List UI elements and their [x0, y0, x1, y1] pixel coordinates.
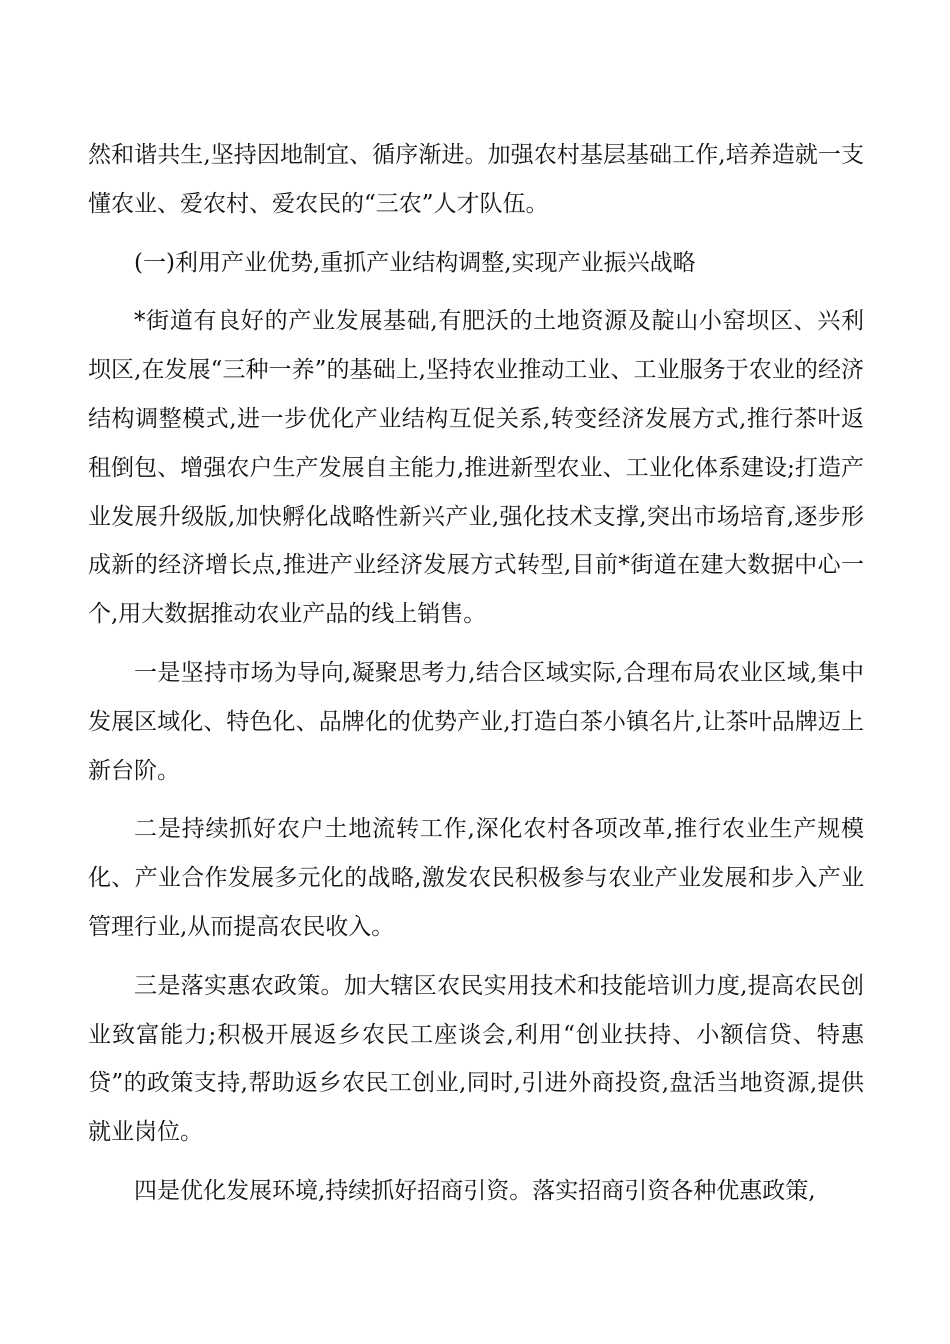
document-body	[88, 131, 864, 1226]
paragraph-point-four: 四是优化发展环境,持续抓好招商引资。落实招商引资各种优惠政策,	[134, 1177, 816, 1204]
paragraph-point-one: 一是坚持市场为导向,凝聚思考力,结合区域实际,合理布局农业区域,集中发展区域化、特色化、品牌化的优势产业,打造白茶小镇名片,让茶叶品牌迈上新台阶。	[88, 659, 864, 784]
paragraph-point-three: 三是落实惠农政策。加大辖区农民实用技术和技能培训力度,提高农民创业致富能力;积极开展返乡农民工座谈会,利用“创业扶持、小额信贷、特惠贷”的政策支持,帮助返乡农民工创业,同时,引进外商投资,盘活当地资源,提供就业岗位。	[88, 972, 864, 1146]
paragraph-continuation: 然和谐共生,坚持因地制宜、循序渐进。加强农村基层基础工作,培养造就一支懂农业、爱农村、爱农民的“三农”人才队伍。	[88, 142, 864, 217]
section-heading: (一)利用产业优势,重抓产业结构调整,实现产业振兴战略	[134, 249, 696, 276]
paragraph-industry-foundation: *街道有良好的产业发展基础,有肥沃的土地资源及靛山小窑坝区、兴利坝区,在发展“三种一养”的基础上,坚持农业推动工业、工业服务于农业的经济结构调整模式,进一步优化产业结构互促关系,转变经济发展方式,推行茶叶返租倒包、增强农户生产发展自主能力,推进新型农业、工业化体系建设;打造产业发展升级版,加快孵化战略性新兴产业,强化技术支撑,突出市场培育,逐步形成新的经济增长点,推进产业经济发展方式转型,目前*街道在建大数据中心一个,用大数据推动农业产品的线上销售。	[88, 308, 864, 628]
paragraph-point-two: 二是持续抓好农户土地流转工作,深化农村各项改革,推行农业生产规模化、产业合作发展多元化的战略,激发农民积极参与农业产业发展和步入产业管理行业,从而提高农民收入。	[88, 816, 864, 940]
